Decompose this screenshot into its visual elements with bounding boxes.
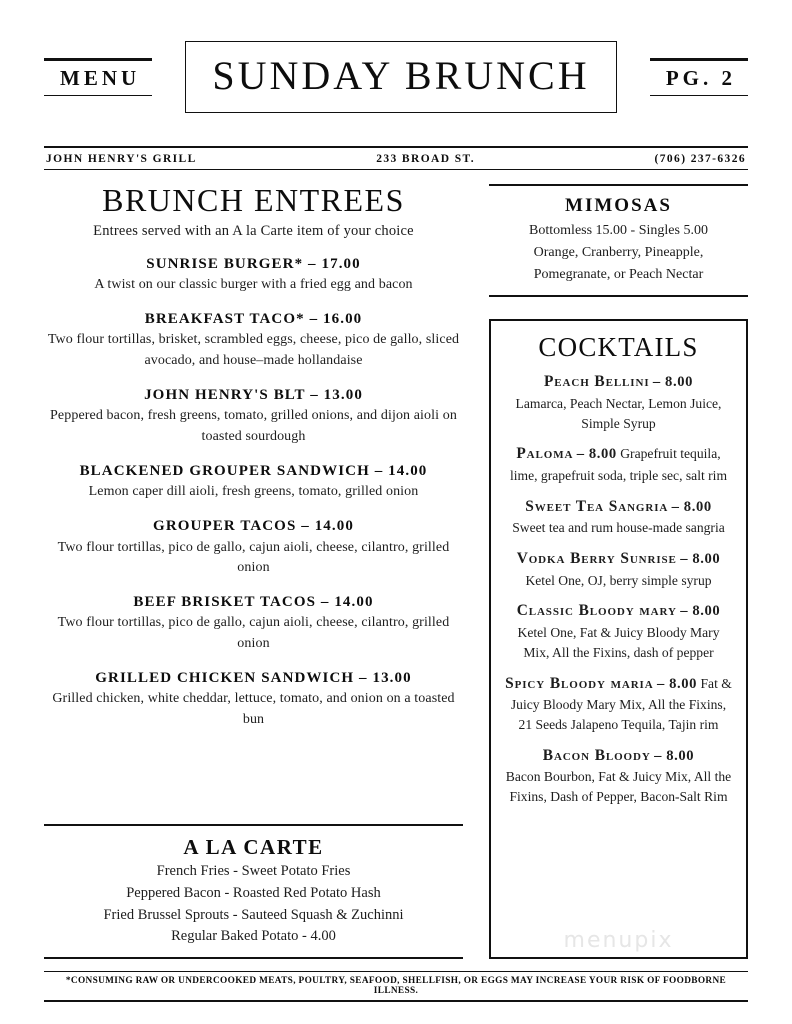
menu-title-box — [185, 41, 616, 113]
entree-name: BEEF BRISKET TACOS – 14.00 — [133, 594, 374, 611]
cocktail-item — [505, 443, 732, 485]
menu-columns — [44, 184, 748, 959]
entree-name: BLACKENED GROUPER SANDWICH – 14.00 — [79, 462, 428, 479]
cocktail-name: Peach Bellini — [543, 373, 650, 391]
mimosas-section — [489, 184, 748, 297]
drinks-column — [477, 184, 748, 959]
entrees-heading: BRUNCH ENTREES — [102, 182, 405, 218]
entree-item — [44, 254, 463, 296]
cocktail-price: – 8.00 — [654, 747, 695, 764]
entree-name: SUNRISE BURGER* – 17.00 — [146, 255, 361, 272]
entree-name: JOHN HENRY'S BLT – 13.00 — [144, 386, 363, 403]
cocktail-price: – 8.00 — [652, 374, 693, 391]
a-la-carte-section — [44, 824, 463, 959]
entree-description: A twist on our classic burger with a fried egg and bacon — [94, 276, 413, 292]
a-la-carte-item: Peppered Bacon - Roasted Red Potato Hash — [126, 884, 381, 901]
entree-item — [44, 461, 463, 503]
entree-description: Two flour tortillas, brisket, scrambled eggs, cheese, pico de gallo, sliced avocado, and house–made hollandaise — [47, 332, 460, 368]
entree-description: Lemon caper dill aioli, fresh greens, tomato, grilled onion — [88, 484, 419, 500]
cocktail-item — [505, 371, 732, 433]
cocktail-description: Bacon Bourbon, Fat & Juicy Mix, All the Fixins, Dash of Pepper, Bacon-Salt Rim — [505, 769, 732, 805]
restaurant-info-bar — [44, 146, 748, 170]
cocktail-name: Classic Bloody mary — [516, 602, 677, 620]
cocktail-price: – 8.00 — [680, 603, 721, 620]
cocktails-heading: COCKTAILS — [538, 331, 699, 362]
menu-label: MENU — [44, 58, 152, 96]
cocktail-name: Bacon Bloody — [542, 746, 651, 764]
restaurant-name: JOHN HENRY'S GRILL — [46, 153, 197, 165]
cocktail-description: Lamarca, Peach Nectar, Lemon Juice, Simple Syrup — [515, 395, 722, 431]
entree-item — [44, 309, 463, 371]
disclaimer-footer: *CONSUMING RAW OR UNDERCOOKED MEATS, POULTRY, SEAFOOD, SHELLFISH, OR EGGS MAY INCREASE YOUR RISK OF FOODBORNE ILLNESS. — [44, 971, 748, 1002]
entree-name: BREAKFAST TACO* – 16.00 — [144, 311, 363, 328]
mimosas-lines — [489, 220, 748, 286]
cocktail-item — [505, 745, 732, 807]
cocktail-item — [505, 600, 732, 662]
a-la-carte-heading: A LA CARTE — [183, 834, 324, 859]
entree-description: Two flour tortillas, pico de gallo, cajun aioli, cheese, cilantro, grilled onion — [57, 539, 450, 575]
menupix-watermark: menupix — [563, 928, 674, 953]
mimosas-line: Pomegranate, or Peach Nectar — [533, 266, 704, 282]
a-la-carte-item: French Fries - Sweet Potato Fries — [156, 863, 351, 879]
cocktail-name: Sweet Tea Sangria — [525, 497, 669, 515]
page-number-label: PG. 2 — [650, 58, 748, 96]
entree-item — [44, 668, 463, 730]
entree-name: GROUPER TACOS – 14.00 — [153, 518, 354, 535]
cocktail-item — [505, 673, 732, 735]
cocktail-name: Paloma — [516, 445, 574, 463]
entree-description: Peppered bacon, fresh greens, tomato, grilled onions, and dijon aioli on toasted sourdough — [50, 408, 457, 444]
a-la-carte-item: Fried Brussel Sprouts - Sauteed Squash & Zuchinni — [103, 906, 404, 923]
cocktail-item — [505, 496, 732, 538]
masthead — [44, 36, 748, 118]
cocktail-name: Spicy Bloody maria — [505, 674, 654, 692]
cocktail-description: Grapefruit tequila, lime, grapefruit soda, triple sec, salt rim — [509, 446, 728, 483]
cocktail-price: – 8.00 — [576, 446, 617, 463]
cocktail-description: Fat & Juicy Bloody Mary Mix, All the Fixins, 21 Seeds Jalapeno Tequila, Tajin rim — [510, 675, 732, 732]
cocktails-section — [489, 319, 748, 959]
entrees-column — [44, 184, 477, 959]
cocktail-name: Vodka Berry Sunrise — [516, 550, 677, 568]
mimosas-heading: MIMOSAS — [565, 195, 672, 216]
page-title: SUNDAY BRUNCH — [212, 53, 590, 98]
entree-item — [44, 516, 463, 578]
entree-item — [44, 592, 463, 654]
cocktail-price: – 8.00 — [657, 675, 698, 692]
a-la-carte-lines — [44, 861, 463, 948]
entrees-list — [44, 254, 463, 744]
mimosas-line: Bottomless 15.00 - Singles 5.00 — [529, 222, 708, 238]
cocktail-item — [505, 548, 732, 590]
restaurant-phone: (706) 237-6326 — [654, 153, 746, 165]
entree-description: Grilled chicken, white cheddar, lettuce, tomato, and onion on a toasted bun — [52, 691, 455, 727]
cocktails-list — [505, 371, 732, 817]
cocktail-description: Ketel One, Fat & Juicy Bloody Mary Mix, All the Fixins, dash of pepper — [517, 624, 720, 660]
entree-item — [44, 385, 463, 447]
entrees-subheading: Entrees served with an A la Carte item of your choice — [93, 222, 414, 239]
cocktail-description: Ketel One, OJ, berry simple syrup — [525, 572, 712, 588]
mimosas-line: Orange, Cranberry, Pineapple, — [533, 244, 704, 260]
cocktail-description: Sweet tea and rum house-made sangria — [512, 520, 725, 536]
cocktail-price: – 8.00 — [680, 551, 721, 568]
entree-name: GRILLED CHICKEN SANDWICH – 13.00 — [95, 670, 412, 687]
restaurant-address: 233 BROAD ST. — [376, 153, 476, 165]
entree-description: Two flour tortillas, pico de gallo, cajun aioli, cheese, cilantro, grilled onion — [57, 615, 450, 651]
cocktail-price: – 8.00 — [671, 498, 712, 515]
a-la-carte-item: Regular Baked Potato - 4.00 — [171, 928, 336, 945]
